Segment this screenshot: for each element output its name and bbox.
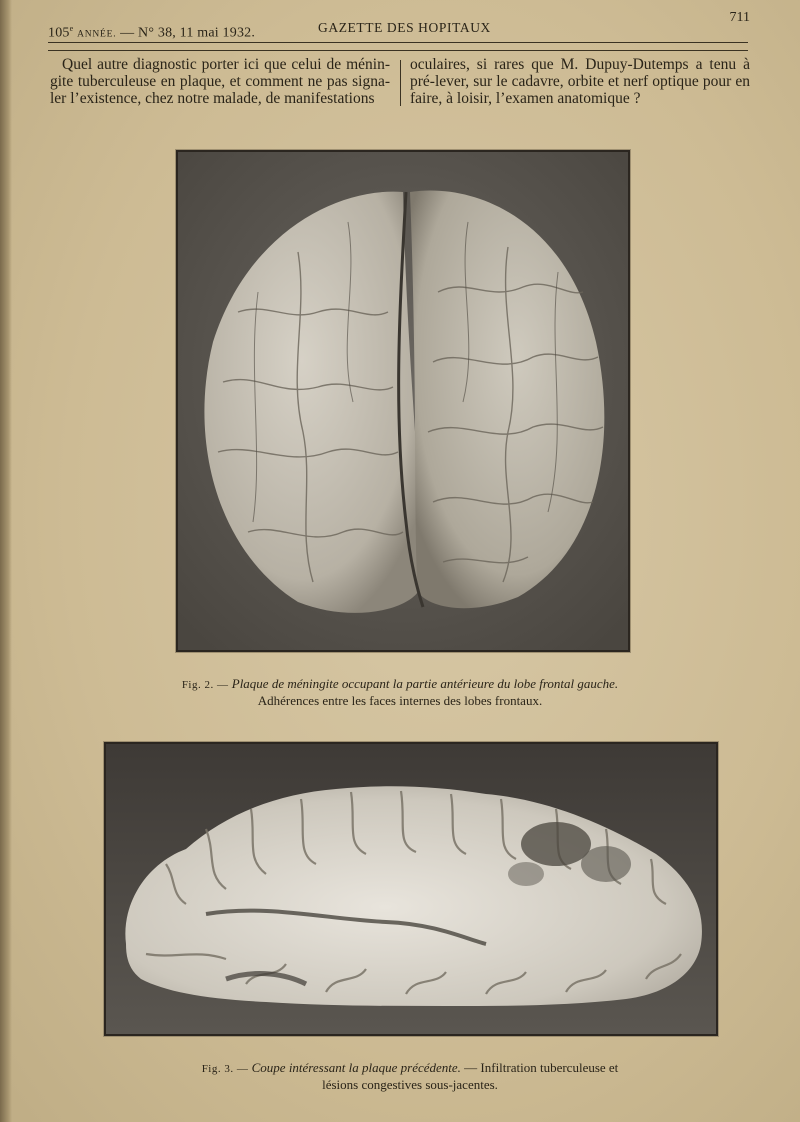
paragraph-left: Quel autre diagnostic porter ici que celui de ménin-gite tuberculeuse en plaque, et comment ne pas signa-ler l’existence, chez notre malade, de manifestations xyxy=(50,56,390,107)
paragraph-right: oculaires, si rares que M. Dupuy-Dutemps a tenu à pré-lever, sur le cadavre, orbite et nerf optique pour en faire, à loisir, l’examen anatomique ? xyxy=(410,56,750,107)
header-year-number: 105 xyxy=(48,25,70,41)
figure-3-label: Fig. 3. — xyxy=(201,1063,249,1075)
figure-2-photo xyxy=(176,150,630,652)
header-issue-date: — N° 38, 11 mai 1932. xyxy=(120,25,256,41)
text-column-left xyxy=(50,56,390,107)
figure-3-caption xyxy=(200,1060,620,1092)
header-rule-thick xyxy=(48,50,748,51)
brain-lobes-illustration xyxy=(178,152,628,650)
figure-3-caption-italic: Coupe intéressant la plaque précédente. xyxy=(251,1060,461,1075)
figure-2-label: Fig. 2. — xyxy=(181,679,229,691)
header-year-word: ANNÉE. xyxy=(77,29,117,40)
figure-2-caption xyxy=(180,676,620,708)
column-divider xyxy=(400,60,401,106)
page-number: 711 xyxy=(729,10,750,25)
brain-section-illustration xyxy=(106,744,716,1034)
text-column-right xyxy=(410,56,750,107)
header-year-suffix: e xyxy=(69,24,74,33)
figure-2-caption-italic: Plaque de méningite occupant la partie antérieure du lobe frontal gauche. xyxy=(231,676,619,691)
figure-3-photo xyxy=(104,742,718,1036)
running-header xyxy=(48,10,752,54)
header-rule-thin xyxy=(48,42,748,43)
header-issue-info xyxy=(48,24,255,42)
page-binding-edge xyxy=(0,0,12,1122)
figure-3-caption-plain: — Infiltration tuberculeuse et lésions congestives sous-jacentes. xyxy=(322,1060,619,1092)
figure-2-caption-plain: Adhérences entre les faces internes des lobes frontaux. xyxy=(257,693,543,708)
journal-title: GAZETTE DES HOPITAUX xyxy=(318,20,491,35)
